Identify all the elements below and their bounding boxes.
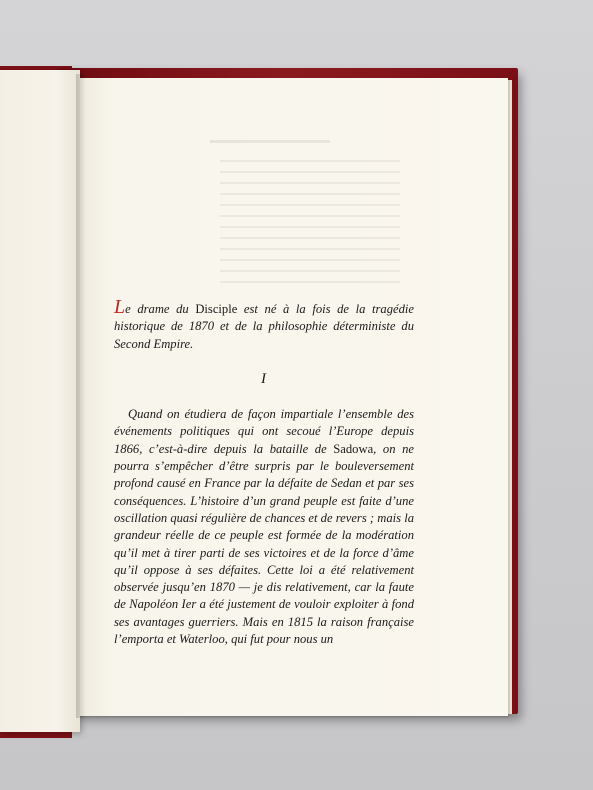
book-gutter [76, 74, 86, 718]
show-through-text [220, 160, 400, 290]
show-through-header [210, 140, 330, 143]
epigraph [114, 296, 414, 353]
section-numeral: I [261, 370, 267, 387]
body-part2: , on ne pourra s’empêcher d’être surpris par le bouleversement profond causé en France par la défaite de Sedan et par ses conséquences. L’histoire d’un grand peuple est faite d’une oscillation quasi régulière de chances et de revers ; mais la grandeur réelle de ce peuple est formée de la modération qu’il met à tirer parti de ses victoires et de la force d’âme qu’il oppose à ses défaites. Cette loi a été relativement observée jusqu’en 1870 — je dis relativement, car la faute de Napoléon Ier a été justement de vouloir exploiter à fond ses avantages guerriers. Mais en 1815 la raison française l’emporta et Waterloo, qui fut pour nous un [114, 441, 414, 647]
drop-cap: L [114, 296, 126, 318]
left-page [0, 70, 80, 732]
page-text [114, 296, 414, 648]
epigraph-part2: est né à la fois de la tragédie historique de 1870 et de la philosophie déterministe du Second Empire. [114, 302, 414, 351]
body-place-sadowa: Sadowa [333, 441, 374, 456]
epigraph-part1: e drame du [125, 302, 196, 316]
epigraph-title-work: Disciple [195, 302, 238, 316]
body-paragraph [114, 406, 414, 648]
body-part1: Quand on étudiera de façon impartiale l’ensemble des événements politiques qui ont secoué l’Europe depuis 1866, c’est-à-dire depuis la bataille de [114, 407, 414, 456]
